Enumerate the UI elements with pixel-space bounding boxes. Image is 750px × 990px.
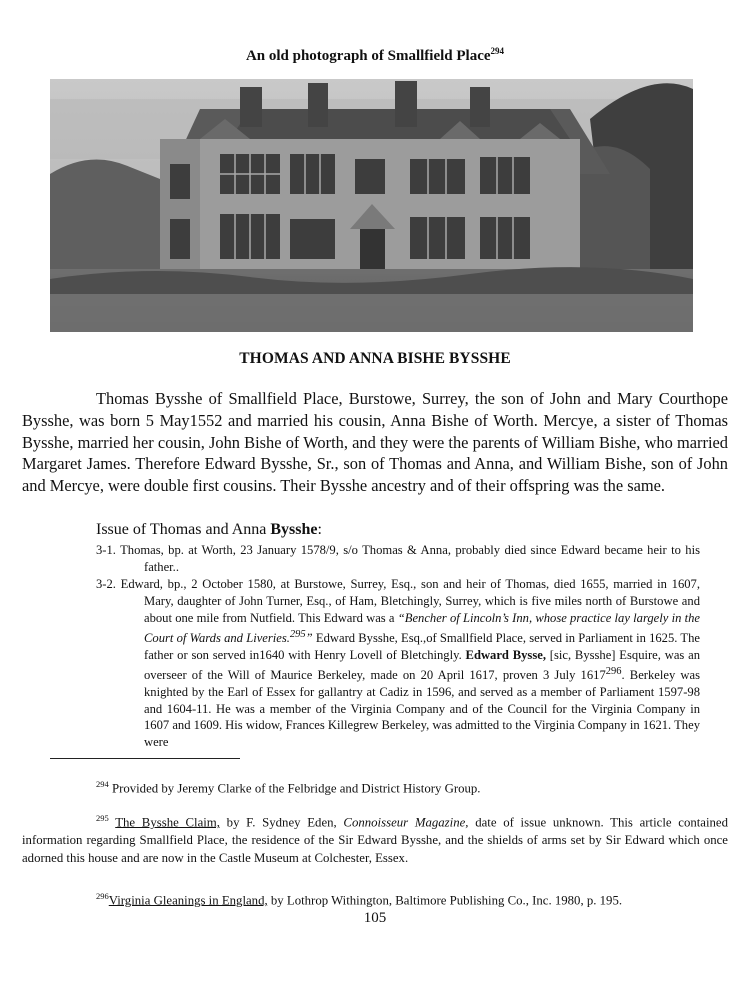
footnote-source-title: The Bysshe Claim, (115, 815, 220, 830)
footnote-text: date of issue unknown. This article contained information regarding Smallfield Place, the residence of the Sir Edward Bysshe, and the shields of arms set by Sir Edward which once adorned this house and are now in the Castle Museum at Colchester, Essex. (22, 815, 729, 866)
footnote-magazine: Connoisseur Magazine, (343, 815, 469, 830)
intro-paragraph (22, 388, 728, 497)
manor-house-image (50, 79, 693, 332)
section-heading: THOMAS AND ANNA BISHE BYSSHE (239, 350, 511, 367)
photo-caption-text: An old photograph of Smallfield Place (245, 48, 491, 64)
footnote-number: 295 (96, 813, 109, 823)
page-number: 105 (363, 910, 387, 926)
footnote-ref-295: 295 (289, 628, 306, 640)
issue-heading (96, 521, 322, 539)
item-text: Edward Bysshe, Esq.,of Smallfield Place, served in Parliament in 1625. The father or son served in1640 with Henry Lovell of Bletchingly. (144, 630, 700, 662)
photo-caption (0, 46, 750, 65)
issue-heading-prefix: Issue of Thomas and Anna (96, 521, 271, 538)
footnote-text: by F. Sydney Eden, (219, 815, 344, 830)
footnote-divider (50, 758, 240, 759)
footnote-294 (96, 775, 481, 797)
item-quote-close: ” (305, 630, 313, 645)
footnote-text: by Lothrop Withington, Baltimore Publishing Co., Inc. 1980, p. 195. (267, 893, 623, 908)
issue-list (96, 542, 700, 751)
list-item: 3-1. Thomas, bp. at Worth, 23 January 1578/9, s/o Thomas & Anna, probably died since Edward became heir to his father.. (96, 543, 700, 574)
footnote-ref-296: 296 (605, 665, 622, 677)
item-quote-text: “Bencher of Lincoln’s Inn, whose practice lay largely in the Court of Wards and Liveries. (144, 610, 701, 645)
item-text: . Berkeley was knighted by the Earl of Essex for gallantry at Cadiz in 1596, and served as a member of Parliament 1597-98 and 1604-11. He was a member of the Virginia Company and of the Council for the Virginia Company in 1607 and 1609. His widow, Frances Killegrew Berkeley, was admitted to the Virginia Company in 1621. They were (144, 667, 700, 750)
footnote-ref-294: 294 (490, 46, 505, 56)
footnote-source-title: Virginia Gleanings in England, (108, 893, 268, 908)
footnote-295 (22, 809, 728, 867)
item-text: [sic, Bysshe] Esquire, was an overseer of the Will of Maurice Berkeley, made on 20 April 1617, proven 3 July 1617 (144, 647, 700, 682)
item-text: 3-2. Edward, bp., 2 October 1580, at Burstowe, Surrey, Esq., son and heir of Thomas, died 1655, married in 1607, Mary, daughter of John Turner, Esq., of Ham, Bletchingly, Surrey, which is five miles north of Burstowe and about one mile from Nutfield. This Edward was a (96, 576, 700, 625)
intro-text: Thomas Bysshe of Smallfield Place, Burstowe, Surrey, the son of John and Mary Courthope Bysshe, was born 5 May1552 and married his cousin, Anna Bishe of Worth. Mercye, a sister of Thomas Bysshe, married her cousin, John Bishe of Worth, and they were the parents of William Bishe, who married Margaret James. Therefore Edward Bysshe, Sr., son of Thomas and Anna, and William Bishe, son of John and Mercye, were double first cousins. Their Bysshe ancestry and of their offspring was the same. (22, 389, 728, 496)
footnote-296 (96, 887, 622, 909)
issue-heading-surname: Bysshe (270, 521, 318, 538)
issue-heading-suffix: : (317, 521, 322, 538)
footnote-text: Provided by Jeremy Clarke of the Felbridge and District History Group. (108, 781, 481, 796)
smallfield-place-photo (50, 79, 693, 332)
footnote-number: 296 (96, 891, 109, 901)
item-bold-name: Edward Bysse, (465, 647, 546, 662)
footnote-number: 294 (96, 779, 109, 789)
list-item (96, 576, 700, 751)
